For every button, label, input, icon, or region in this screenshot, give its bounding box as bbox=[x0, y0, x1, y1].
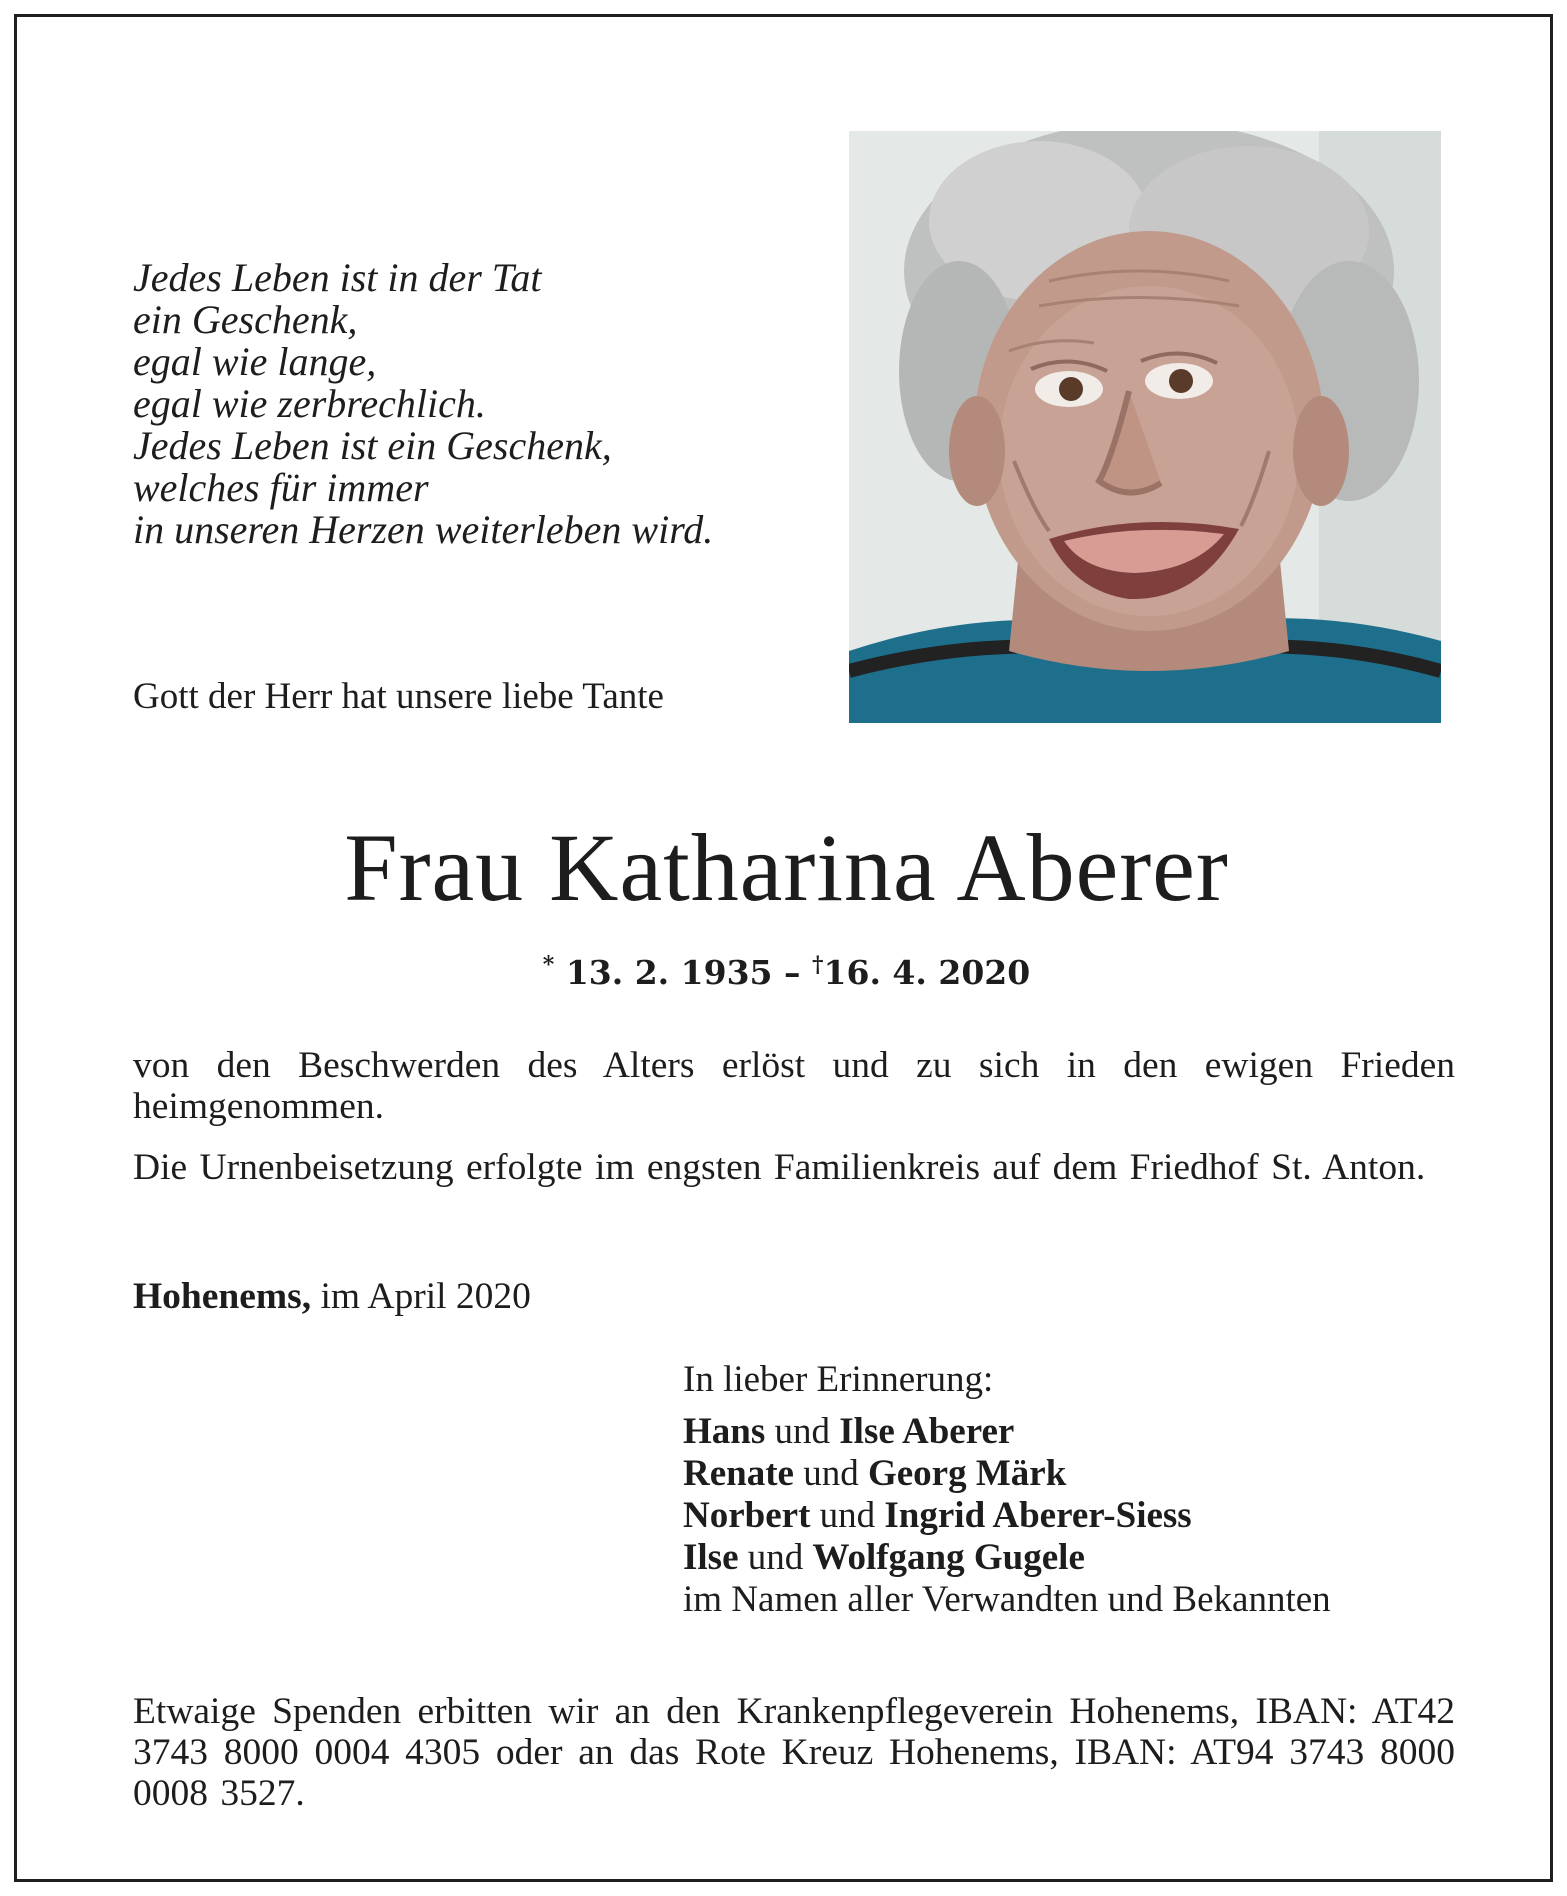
place-city: Hohenems, bbox=[133, 1276, 312, 1317]
mourner-connector: und bbox=[774, 1411, 831, 1452]
poem-line: Jedes Leben ist in der Tat bbox=[133, 255, 542, 300]
announcement-paragraph: von den Beschwerden des Alters erlöst und zu sich in den ewigen Frieden heimgenommen. bbox=[133, 1045, 1455, 1127]
mourner-connector: und bbox=[803, 1453, 859, 1494]
portrait-photo bbox=[849, 131, 1441, 723]
date-separator: – bbox=[784, 953, 801, 992]
poem-line: welches für immer bbox=[133, 465, 429, 510]
birth-symbol: * bbox=[542, 952, 555, 978]
poem bbox=[133, 257, 713, 551]
mourner-line bbox=[683, 1453, 1331, 1495]
place-month: im April 2020 bbox=[320, 1276, 531, 1317]
obituary-card bbox=[14, 14, 1553, 1882]
mourner-name: Ingrid Aberer-Siess bbox=[884, 1495, 1192, 1536]
place-date bbox=[133, 1275, 531, 1318]
mourner-name: Ilse Aberer bbox=[839, 1411, 1015, 1452]
poem-line: egal wie lange, bbox=[133, 339, 377, 384]
mourner-name: Renate bbox=[683, 1453, 794, 1494]
mourner-name: Wolfgang Gugele bbox=[812, 1537, 1085, 1578]
mourners-heading: In lieber Erinnerung: bbox=[683, 1359, 994, 1400]
portrait-illustration bbox=[849, 131, 1441, 723]
death-symbol: † bbox=[812, 952, 824, 978]
poem-line: Jedes Leben ist ein Geschenk, bbox=[133, 423, 612, 468]
poem-line: ein Geschenk, bbox=[133, 297, 358, 342]
mourner-name: Norbert bbox=[683, 1495, 811, 1536]
mourners-block bbox=[683, 1359, 1331, 1621]
mourner-name: Hans bbox=[683, 1411, 766, 1452]
poem-line: egal wie zerbrechlich. bbox=[133, 381, 486, 426]
life-dates bbox=[17, 952, 1556, 992]
mourner-connector: und bbox=[747, 1537, 804, 1578]
mourner-name: Ilse bbox=[683, 1537, 739, 1578]
burial-paragraph: Die Urnenbeisetzung erfolgte im engsten Familienkreis auf dem Friedhof St. Anton. bbox=[133, 1147, 1426, 1188]
mourner-connector: und bbox=[819, 1495, 876, 1536]
poem-line: in unseren Herzen weiterleben wird. bbox=[133, 507, 714, 552]
intro-text: Gott der Herr hat unsere liebe Tante bbox=[133, 676, 664, 717]
donation-paragraph: Etwaige Spenden erbitten wir an den Krankenpflegeverein Hohenems, IBAN: AT42 3743 8000 0004 4305 oder an das Rote Kreuz Hohenems, IBAN: AT94 3743 8000 0008 3527. bbox=[133, 1691, 1455, 1814]
deceased-name: Frau Katharina Aberer bbox=[344, 814, 1229, 921]
birth-date: 13. 2. 1935 bbox=[565, 953, 773, 992]
mourner-name: Georg Märk bbox=[867, 1453, 1067, 1494]
death-date: 16. 4. 2020 bbox=[823, 953, 1031, 992]
mourner-line bbox=[683, 1411, 1331, 1453]
mourners-closing: im Namen aller Verwandten und Bekannten bbox=[683, 1579, 1331, 1620]
mourner-line bbox=[683, 1495, 1331, 1537]
mourner-line bbox=[683, 1537, 1331, 1579]
